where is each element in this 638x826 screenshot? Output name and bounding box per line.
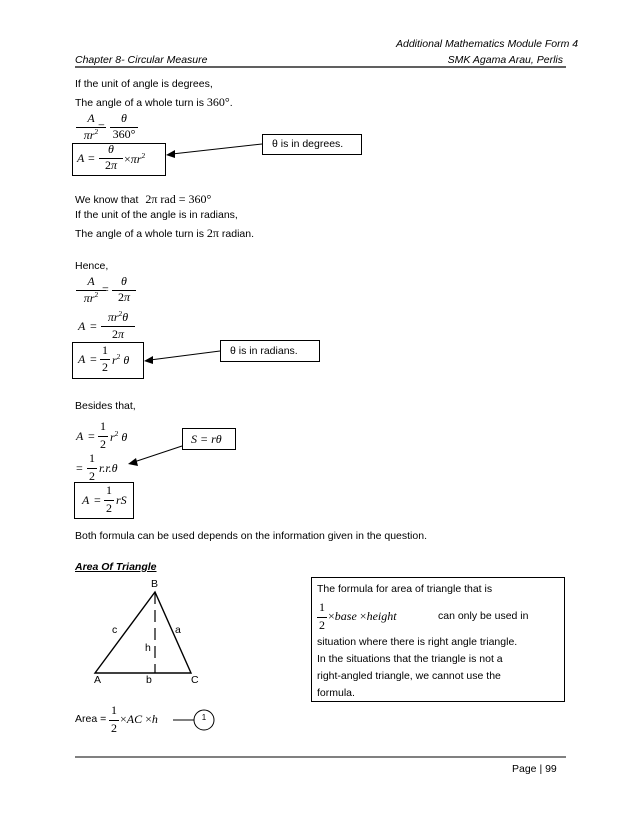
note-degrees: θ is in degrees. (262, 134, 362, 155)
radians-line2-suffix: radian. (221, 228, 255, 240)
note-radians: θ is in radians. (220, 340, 320, 362)
radians-line1: If the unit of the angle is in radians, (75, 209, 238, 221)
radians-line2 (75, 226, 254, 241)
school-name: SMK Agama Arau, Perlis (447, 54, 563, 66)
side-label-c: c (112, 624, 118, 636)
degrees-line1: If the unit of angle is degrees, (75, 78, 213, 90)
triangle-note-line4: In the situations that the triangle is not a (317, 653, 503, 665)
degrees-line2-text: The angle of a whole turn is (75, 97, 204, 109)
note-arc (182, 428, 236, 450)
circle-number: 1 (201, 713, 207, 722)
arrow-radians (150, 351, 220, 360)
vertex-label-b-upper: B (151, 578, 159, 590)
conclusion-text: Both formula can be used depends on the information given in the question. (75, 530, 427, 542)
triangle-note-line5: right-angled triangle, we cannot use the (317, 670, 501, 682)
radians-know-eq: 2π rad = 360° (145, 192, 212, 206)
radians-line2-text: The angle of a whole turn is (75, 228, 204, 240)
arrow-arc (134, 446, 182, 462)
whole-turn-degrees: 360° (206, 95, 230, 109)
arrowhead-degrees (166, 150, 175, 158)
height-label-h: h (145, 642, 151, 654)
whole-turn-radians: 2π (206, 226, 219, 240)
radians-know-line (75, 192, 211, 207)
vertex-label-c-upper: C (191, 674, 199, 686)
arc-formula: S = rθ (191, 432, 222, 446)
arrowhead-radians (144, 356, 153, 364)
header-title: Additional Mathematics Module Form 4 (396, 38, 579, 50)
chapter-title: Chapter 8- Circular Measure (75, 54, 208, 66)
vertex-label-a-upper: A (94, 674, 102, 686)
triangle-heading: Area Of Triangle (75, 561, 157, 573)
radians-know-prefix: We know that (75, 194, 139, 206)
hence-label: Hence, (75, 260, 109, 272)
side-label-a: a (175, 624, 181, 636)
triangle-note-line2-suffix: can only be used in (438, 610, 529, 622)
side-label-b: b (146, 674, 152, 686)
triangle-note-line1: The formula for area of triangle that is (317, 583, 493, 595)
degrees-line2: The angle of a whole turn is 360°. (75, 95, 233, 109)
besides-label: Besides that, (75, 400, 136, 412)
page-number: Page | 99 (512, 763, 557, 775)
arrow-degrees (172, 144, 262, 154)
triangle-note-line6: formula. (317, 687, 355, 699)
area-label: Area = (75, 713, 107, 725)
arrowhead-arc (128, 458, 138, 466)
triangle-note-line3: situation where there is right angle triangle. (317, 636, 518, 648)
